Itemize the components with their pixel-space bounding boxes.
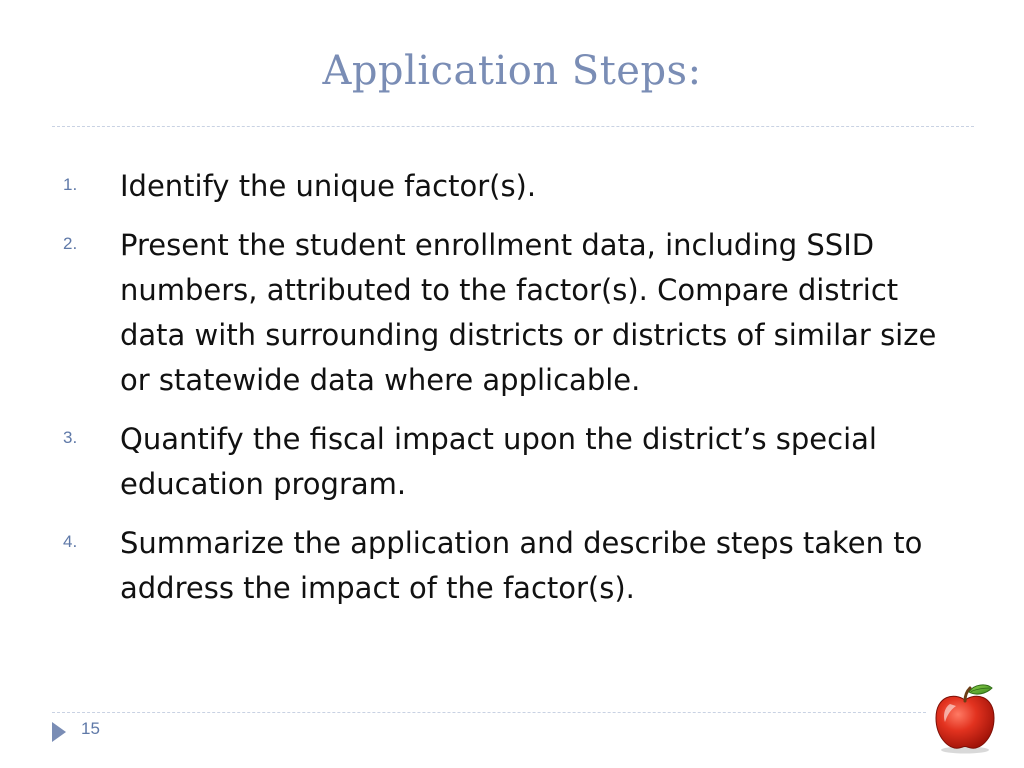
step-text: Quantify the fiscal impact upon the district’s special education program. <box>120 422 877 501</box>
list-item-step-1 <box>0 164 1024 209</box>
footer-divider <box>52 712 926 713</box>
list-item-step-4 <box>0 521 1024 611</box>
step-number: 3. <box>63 428 78 447</box>
step-text: Identify the unique factor(s). <box>120 169 537 203</box>
steps-list <box>0 164 1024 625</box>
title-divider <box>52 126 974 127</box>
step-text: Summarize the application and describe steps taken to address the impact of the factor(s). <box>120 526 923 605</box>
play-triangle-icon <box>52 722 66 742</box>
list-item-step-3 <box>0 417 1024 507</box>
step-text: Present the student enrollment data, including SSID numbers, attributed to the factor(s). Compare district data with surrounding districts or districts of similar size or statewide data where applicable. <box>120 228 937 397</box>
page-number: 15 <box>81 719 100 738</box>
list-item-step-2 <box>0 223 1024 403</box>
step-number: 2. <box>63 234 78 253</box>
step-number: 1. <box>63 175 78 194</box>
apple-icon <box>932 682 998 754</box>
step-number: 4. <box>63 532 78 551</box>
slide-title: Application Steps: <box>322 48 702 94</box>
